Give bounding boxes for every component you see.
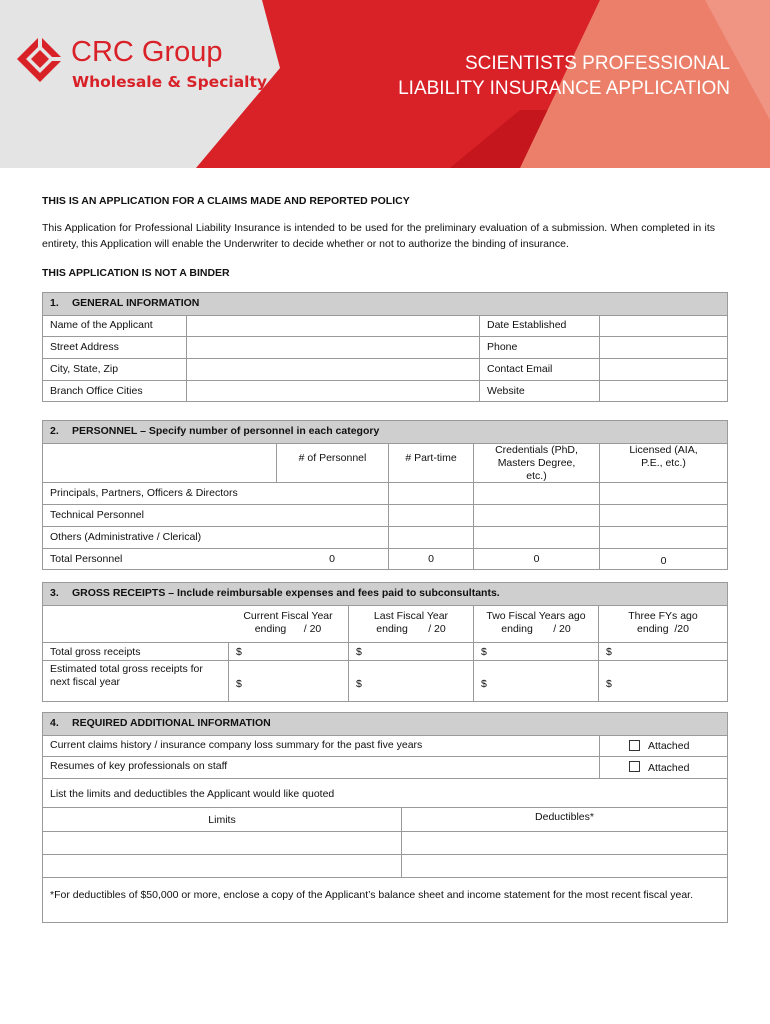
technical-personnel-field[interactable]	[276, 505, 388, 526]
gross-receipts-section	[42, 582, 728, 702]
others-label: Others (Administrative / Clerical)	[50, 531, 202, 543]
street-address-label: Street Address	[50, 341, 119, 353]
column-header-line: Three FYs ago	[628, 610, 698, 622]
total-gross-receipts-label: Total gross receipts	[50, 646, 141, 658]
total-parttime-value[interactable]: 0	[388, 549, 473, 570]
column-header-line: Current Fiscal Year	[243, 610, 333, 622]
section-title: GROSS RECEIPTS – Include reimbursable expenses and fees paid to subconsultants.	[72, 587, 500, 599]
checkbox-label: Attached	[648, 762, 690, 774]
contact-email-label: Contact Email	[479, 359, 599, 380]
branch-office-cities-label: Branch Office Cities	[50, 385, 143, 397]
general-information-section	[42, 292, 728, 402]
not-binder-heading: THIS APPLICATION IS NOT A BINDER	[42, 267, 230, 279]
estimated-gross-receipts-label: Estimated total gross receipts for next fiscal year	[50, 663, 203, 688]
gross-last-fy-field[interactable]: $	[348, 643, 473, 660]
estimated-three-fy-field[interactable]: $	[598, 661, 727, 701]
section-number: 2.	[50, 425, 59, 437]
gross-three-fy-field[interactable]: $	[598, 643, 727, 660]
principals-personnel-field[interactable]	[276, 483, 388, 504]
policy-type-heading: THIS IS AN APPLICATION FOR A CLAIMS MADE AND REPORTED POLICY	[42, 195, 410, 207]
deductibles-field[interactable]	[401, 855, 727, 877]
column-header: # of Personnel	[276, 443, 388, 482]
table-row	[43, 505, 727, 527]
applicant-name-field[interactable]	[186, 315, 479, 336]
title-line-1: SCIENTISTS PROFESSIONAL	[465, 53, 730, 74]
column-header-line: ending / 20	[376, 623, 446, 635]
table-row	[43, 808, 727, 832]
column-header-line: ending /20	[637, 623, 689, 635]
deductibles-header: Deductibles*	[401, 808, 727, 831]
total-credentials-value[interactable]: 0	[473, 549, 599, 570]
date-established-field[interactable]	[599, 315, 727, 336]
principals-licensed-field[interactable]	[599, 483, 727, 504]
contact-email-field[interactable]	[599, 359, 727, 380]
technical-personnel-label: Technical Personnel	[50, 509, 144, 521]
crc-logo-icon	[17, 36, 63, 82]
total-personnel-label: Total Personnel	[50, 553, 123, 565]
table-row	[43, 549, 727, 570]
checkbox-box[interactable]	[629, 740, 640, 751]
principals-label: Principals, Partners, Officers & Directors	[50, 487, 238, 499]
estimated-two-fy-field[interactable]: $	[473, 661, 598, 701]
others-parttime-field[interactable]	[388, 527, 473, 548]
phone-field[interactable]	[599, 337, 727, 358]
table-row	[43, 381, 727, 402]
column-header: Licensed (AIA, P.E., etc.)	[599, 443, 727, 482]
table-row	[43, 757, 727, 779]
technical-credentials-field[interactable]	[473, 505, 599, 526]
gross-two-fy-field[interactable]: $	[473, 643, 598, 660]
section-title: PERSONNEL – Specify number of personnel in each category	[72, 425, 380, 437]
city-state-zip-label: City, State, Zip	[50, 363, 119, 375]
table-row	[43, 779, 727, 808]
total-personnel-value[interactable]: 0	[329, 553, 335, 565]
table-row	[43, 855, 727, 878]
street-address-field[interactable]	[186, 337, 479, 358]
estimated-last-fy-field[interactable]: $	[348, 661, 473, 701]
logo-name: CRC Group	[71, 36, 223, 68]
table-row	[43, 735, 727, 757]
table-header-row	[43, 605, 727, 643]
personnel-section	[42, 420, 728, 570]
claims-history-attached-checkbox[interactable]	[599, 735, 727, 756]
additional-information-section	[42, 712, 728, 923]
section-title: REQUIRED ADDITIONAL INFORMATION	[72, 717, 271, 729]
technical-licensed-field[interactable]	[599, 505, 727, 526]
table-row	[43, 527, 727, 549]
table-row	[43, 643, 727, 661]
column-header-three-fy-ago	[598, 605, 727, 642]
resumes-label: Resumes of key professionals on staff	[50, 760, 228, 772]
estimated-current-fy-field[interactable]: $	[228, 661, 348, 701]
resumes-attached-checkbox[interactable]	[599, 757, 727, 778]
section-number: 1.	[50, 297, 59, 309]
checkbox-box[interactable]	[629, 761, 640, 772]
table-row	[43, 337, 727, 359]
blank-header-cell	[43, 605, 228, 642]
intro-paragraph: This Application for Professional Liability Insurance is intended to be used for the preliminary evaluation of a submission. When completed in its entirety, this Application will enable the Underwriter to decide whether or not to authorize the binding of insurance.	[42, 222, 715, 250]
website-label: Website	[479, 381, 599, 402]
table-row	[43, 661, 727, 701]
claims-history-label: Current claims history / insurance company loss summary for the past five years	[50, 739, 423, 751]
table-header-row	[43, 443, 727, 483]
column-header-two-fy-ago	[473, 605, 598, 642]
section-title: GENERAL INFORMATION	[72, 297, 200, 309]
column-header-line: ending / 20	[254, 623, 322, 635]
column-header-current-fy	[228, 605, 348, 642]
column-header-line: ending / 20	[501, 623, 571, 635]
column-header: Credentials (PhD, Masters Degree, etc.)	[473, 443, 599, 482]
website-field[interactable]	[599, 381, 727, 402]
limits-field[interactable]	[43, 832, 401, 854]
section-1-header	[43, 293, 727, 316]
applicant-name-label: Name of the Applicant	[50, 319, 153, 331]
column-header-line: Last Fiscal Year	[373, 610, 449, 622]
logo-tagline: Wholesale & Specialty	[72, 73, 267, 91]
branch-office-cities-field[interactable]	[186, 381, 479, 402]
section-4-header	[43, 713, 727, 736]
limits-field[interactable]	[43, 855, 401, 877]
others-licensed-field[interactable]	[599, 527, 727, 548]
technical-parttime-field[interactable]	[388, 505, 473, 526]
deductibles-footnote: *For deductibles of $50,000 or more, enclose a copy of the Applicant’s balance sheet and income statement for the most recent fiscal year.	[50, 889, 694, 901]
column-header-line: Two Fiscal Years ago	[486, 610, 586, 622]
date-established-label: Date Established	[479, 315, 599, 336]
column-header: # Part-time	[388, 443, 473, 482]
city-state-zip-field[interactable]	[186, 359, 479, 380]
principals-parttime-field[interactable]	[388, 483, 473, 504]
others-credentials-field[interactable]	[473, 527, 599, 548]
gross-current-fy-field[interactable]: $	[228, 643, 348, 660]
deductibles-field[interactable]	[401, 832, 727, 854]
table-row	[43, 359, 727, 381]
checkbox-label: Attached	[648, 740, 690, 752]
column-header-last-fy	[348, 605, 473, 642]
others-personnel-field[interactable]	[276, 527, 388, 548]
section-3-header	[43, 583, 727, 606]
table-row	[43, 483, 727, 505]
table-row	[43, 315, 727, 337]
document-title	[340, 51, 730, 101]
title-line-2: LIABILITY INSURANCE APPLICATION	[398, 78, 730, 99]
blank-header-cell	[43, 443, 276, 482]
section-2-header	[43, 421, 727, 444]
table-row	[43, 832, 727, 855]
limits-header: Limits	[208, 814, 236, 826]
limits-prompt: List the limits and deductibles the Applicant would like quoted	[50, 788, 335, 800]
total-licensed-value[interactable]: 0	[599, 549, 727, 570]
footnote-row	[43, 878, 727, 922]
principals-credentials-field[interactable]	[473, 483, 599, 504]
phone-label: Phone	[479, 337, 599, 358]
section-number: 3.	[50, 587, 59, 599]
section-number: 4.	[50, 717, 59, 729]
